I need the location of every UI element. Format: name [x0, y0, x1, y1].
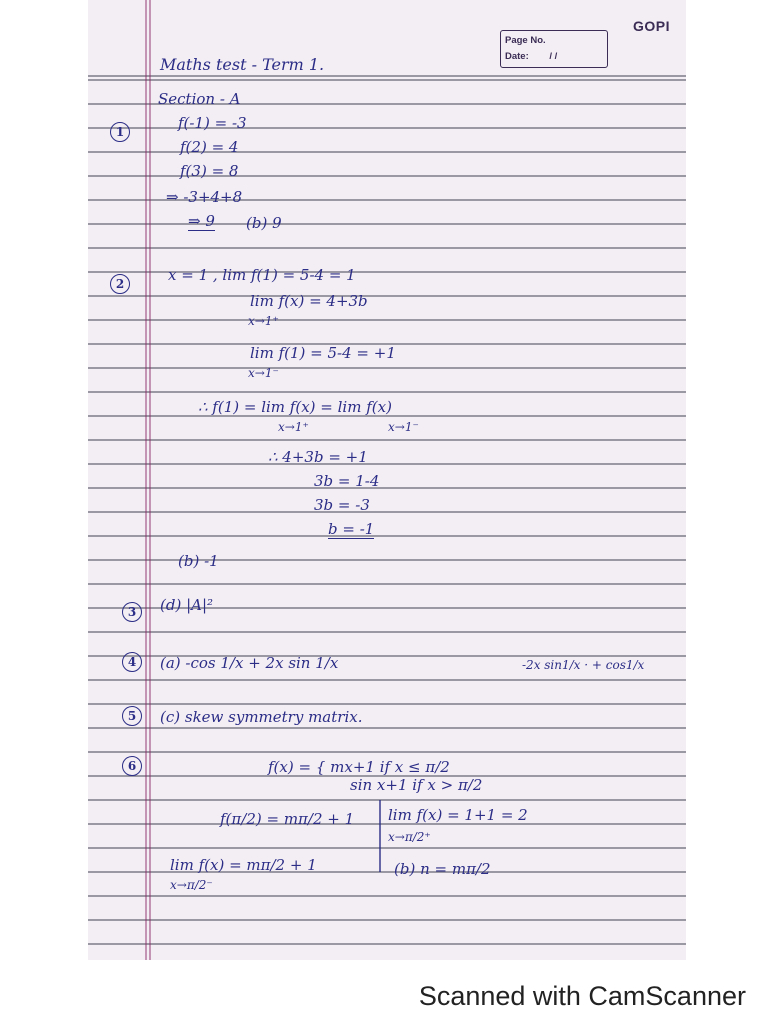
page-date-box [500, 30, 608, 68]
q2-line: 3b = 1-4 [314, 472, 380, 490]
q1-line: ⇒ 9 [188, 212, 215, 230]
q2-line: lim f(1) = 5-4 = +1 [250, 344, 396, 362]
q1-line: ⇒ -3+4+8 [166, 188, 243, 206]
q6-line: lim f(x) = 1+1 = 2 [388, 806, 528, 824]
q2-line: 3b = -3 [314, 496, 370, 514]
ruled-lines [88, 0, 686, 960]
q5-answer: (c) skew symmetry matrix. [160, 708, 363, 726]
q1-line: f(-1) = -3 [178, 114, 247, 132]
page-header-stamp [500, 18, 670, 70]
q6-definition: f(x) = { mx+1 if x ≤ π/2 [268, 758, 450, 776]
question-number-6: 6 [122, 756, 142, 776]
brand-label: GOPI [632, 18, 670, 34]
q6-subscript: x→π/2⁻ [170, 878, 213, 892]
q6-line: lim f(x) = mπ/2 + 1 [170, 856, 317, 874]
q1-answer: (b) 9 [246, 214, 282, 232]
q6-answer: (b) n = mπ/2 [394, 860, 491, 878]
question-number-3: 3 [122, 602, 142, 622]
q2-subscript: x→1⁻ [248, 366, 279, 380]
q2-subscript: x→1⁺ [248, 314, 279, 328]
q4-side-note: -2x sin1/x · + cos1/x [522, 658, 645, 672]
question-number-1: 1 [110, 122, 130, 142]
page-title: Maths test - Term 1. [160, 55, 325, 74]
q2-line: b = -1 [328, 520, 375, 538]
date-label: Date: / / [505, 51, 558, 62]
q6-definition-2: sin x+1 if x > π/2 [350, 776, 483, 794]
q6-subscript: x→π/2⁺ [388, 830, 431, 844]
q2-line: x = 1 , lim f(1) = 5-4 = 1 [168, 266, 356, 284]
question-number-4: 4 [122, 652, 142, 672]
page-no-label: Page No. [505, 35, 546, 46]
q1-line: f(2) = 4 [180, 138, 239, 156]
notebook-page [88, 0, 686, 960]
q4-answer: (a) -cos 1/x + 2x sin 1/x [160, 654, 339, 672]
scanner-watermark: Scanned with CamScanner [418, 981, 746, 1011]
q2-answer: (b) -1 [178, 552, 219, 570]
q1-line: f(3) = 8 [180, 162, 239, 180]
section-heading: Section - A [158, 90, 241, 108]
q2-subscript: x→1⁺ [278, 420, 309, 434]
q6-line: f(π/2) = mπ/2 + 1 [220, 810, 355, 828]
q2-line: ∴ f(1) = lim f(x) = lim f(x) [198, 398, 392, 416]
q2-subscript: x→1⁻ [388, 420, 419, 434]
question-number-2: 2 [110, 274, 130, 294]
q2-line: ∴ 4+3b = +1 [268, 448, 368, 466]
q2-line: lim f(x) = 4+3b [250, 292, 368, 310]
question-number-5: 5 [122, 706, 142, 726]
q3-answer: (d) |A|² [160, 596, 214, 614]
